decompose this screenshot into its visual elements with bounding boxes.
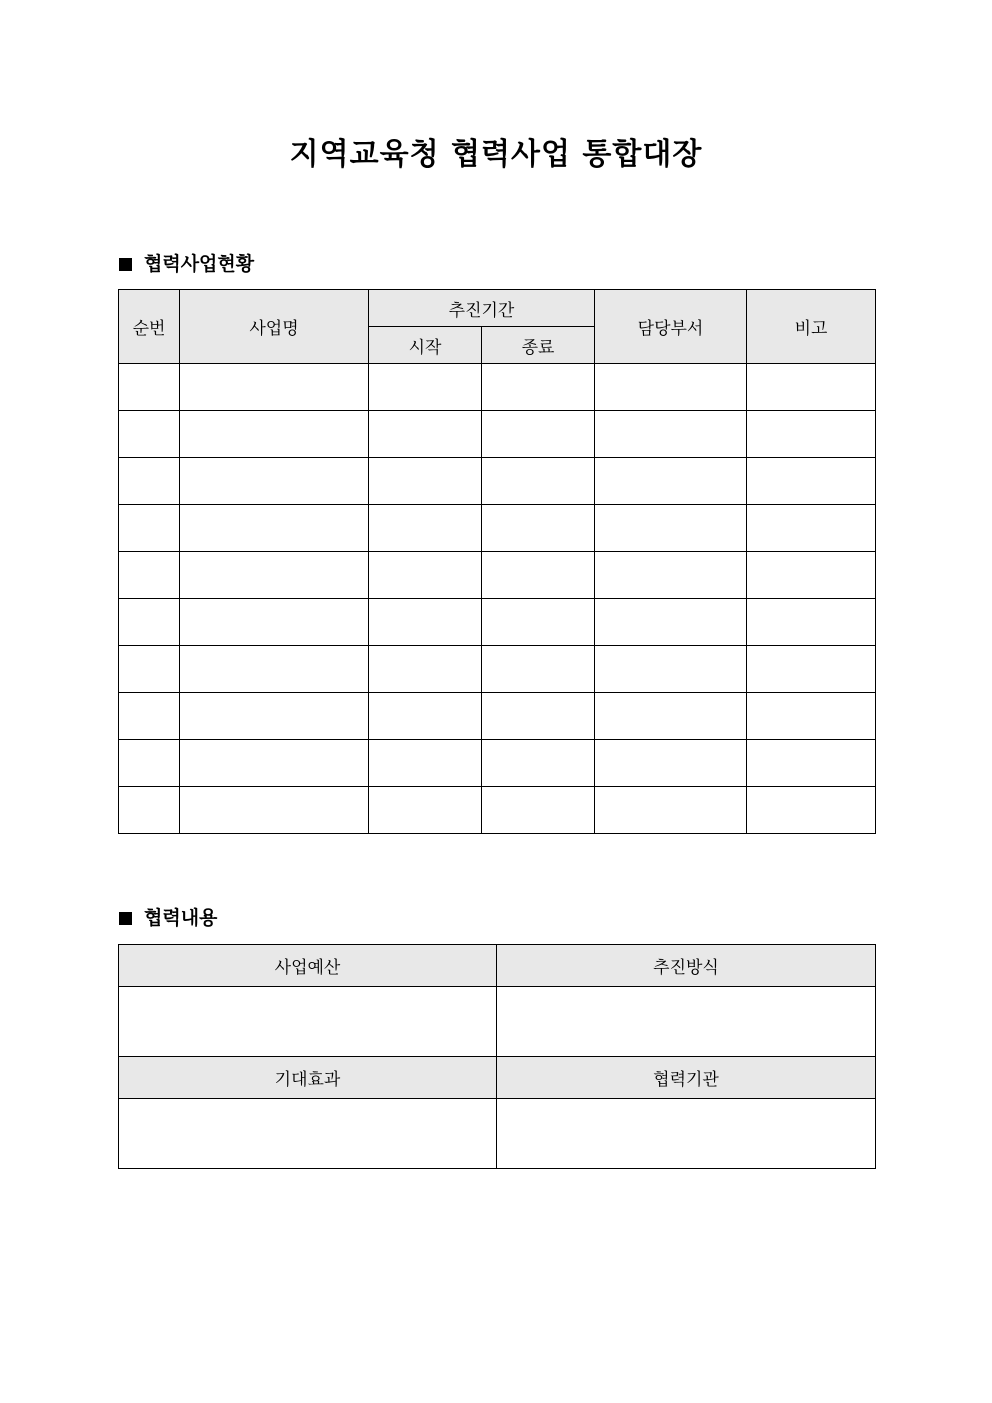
header-remarks: 비고 <box>747 290 876 364</box>
cell-no[interactable] <box>119 787 180 834</box>
label-effect: 기대효과 <box>119 1057 497 1099</box>
cell-no[interactable] <box>119 458 180 505</box>
cell-no[interactable] <box>119 646 180 693</box>
value-effect[interactable] <box>119 1099 497 1169</box>
cell-remarks[interactable] <box>747 364 876 411</box>
cell-department[interactable] <box>595 364 747 411</box>
section-heading-content <box>119 904 217 932</box>
label-method: 추진방식 <box>497 945 876 987</box>
cell-project-name[interactable] <box>180 787 369 834</box>
cell-project-name[interactable] <box>180 505 369 552</box>
table-row <box>119 599 876 646</box>
cell-project-name[interactable] <box>180 552 369 599</box>
cell-start[interactable] <box>369 552 482 599</box>
header-project-name: 사업명 <box>180 290 369 364</box>
cell-remarks[interactable] <box>747 787 876 834</box>
cell-start[interactable] <box>369 646 482 693</box>
cell-project-name[interactable] <box>180 740 369 787</box>
black-square-icon <box>119 912 132 925</box>
cell-start[interactable] <box>369 787 482 834</box>
cell-no[interactable] <box>119 599 180 646</box>
cell-no[interactable] <box>119 693 180 740</box>
table-row <box>119 646 876 693</box>
cell-department[interactable] <box>595 740 747 787</box>
section-heading-status-label: 협력사업현황 <box>144 253 255 275</box>
cell-end[interactable] <box>482 552 595 599</box>
cell-project-name[interactable] <box>180 458 369 505</box>
header-start: 시작 <box>369 327 482 364</box>
cell-start[interactable] <box>369 693 482 740</box>
cell-project-name[interactable] <box>180 364 369 411</box>
cell-department[interactable] <box>595 411 747 458</box>
cell-no[interactable] <box>119 364 180 411</box>
cell-department[interactable] <box>595 599 747 646</box>
cell-start[interactable] <box>369 740 482 787</box>
cell-no[interactable] <box>119 411 180 458</box>
cell-no[interactable] <box>119 740 180 787</box>
cell-start[interactable] <box>369 411 482 458</box>
cell-end[interactable] <box>482 787 595 834</box>
table-row <box>119 458 876 505</box>
cell-remarks[interactable] <box>747 740 876 787</box>
value-method[interactable] <box>497 987 876 1057</box>
cell-project-name[interactable] <box>180 411 369 458</box>
table-row <box>119 787 876 834</box>
cell-no[interactable] <box>119 552 180 599</box>
header-end: 종료 <box>482 327 595 364</box>
table-row <box>119 364 876 411</box>
black-square-icon <box>119 258 132 271</box>
cell-start[interactable] <box>369 599 482 646</box>
cell-no[interactable] <box>119 505 180 552</box>
cell-project-name[interactable] <box>180 599 369 646</box>
cell-remarks[interactable] <box>747 599 876 646</box>
cell-start[interactable] <box>369 364 482 411</box>
cell-end[interactable] <box>482 599 595 646</box>
cell-project-name[interactable] <box>180 646 369 693</box>
cell-remarks[interactable] <box>747 646 876 693</box>
cell-end[interactable] <box>482 364 595 411</box>
label-budget: 사업예산 <box>119 945 497 987</box>
cell-end[interactable] <box>482 693 595 740</box>
cell-project-name[interactable] <box>180 693 369 740</box>
cell-end[interactable] <box>482 505 595 552</box>
cell-remarks[interactable] <box>747 411 876 458</box>
table-row <box>119 693 876 740</box>
cell-remarks[interactable] <box>747 505 876 552</box>
section-heading-status <box>119 250 254 278</box>
cell-start[interactable] <box>369 505 482 552</box>
project-status-table <box>118 289 876 834</box>
cell-department[interactable] <box>595 693 747 740</box>
header-department: 담당부서 <box>595 290 747 364</box>
label-partner: 협력기관 <box>497 1057 876 1099</box>
cell-remarks[interactable] <box>747 552 876 599</box>
cooperation-content-table <box>118 944 876 1169</box>
cell-end[interactable] <box>482 411 595 458</box>
value-partner[interactable] <box>497 1099 876 1169</box>
cell-end[interactable] <box>482 740 595 787</box>
table-row <box>119 552 876 599</box>
cell-remarks[interactable] <box>747 693 876 740</box>
cell-department[interactable] <box>595 505 747 552</box>
cell-department[interactable] <box>595 787 747 834</box>
table-row <box>119 505 876 552</box>
cell-remarks[interactable] <box>747 458 876 505</box>
cell-department[interactable] <box>595 646 747 693</box>
cell-department[interactable] <box>595 458 747 505</box>
value-budget[interactable] <box>119 987 497 1057</box>
table-row <box>119 411 876 458</box>
section-heading-content-label: 협력내용 <box>144 907 218 929</box>
table-row <box>119 740 876 787</box>
cell-end[interactable] <box>482 458 595 505</box>
header-no: 순번 <box>119 290 180 364</box>
header-period: 추진기간 <box>369 290 595 327</box>
cell-start[interactable] <box>369 458 482 505</box>
cell-department[interactable] <box>595 552 747 599</box>
page-title: 지역교육청 협력사업 통합대장 <box>289 137 703 172</box>
cell-end[interactable] <box>482 646 595 693</box>
